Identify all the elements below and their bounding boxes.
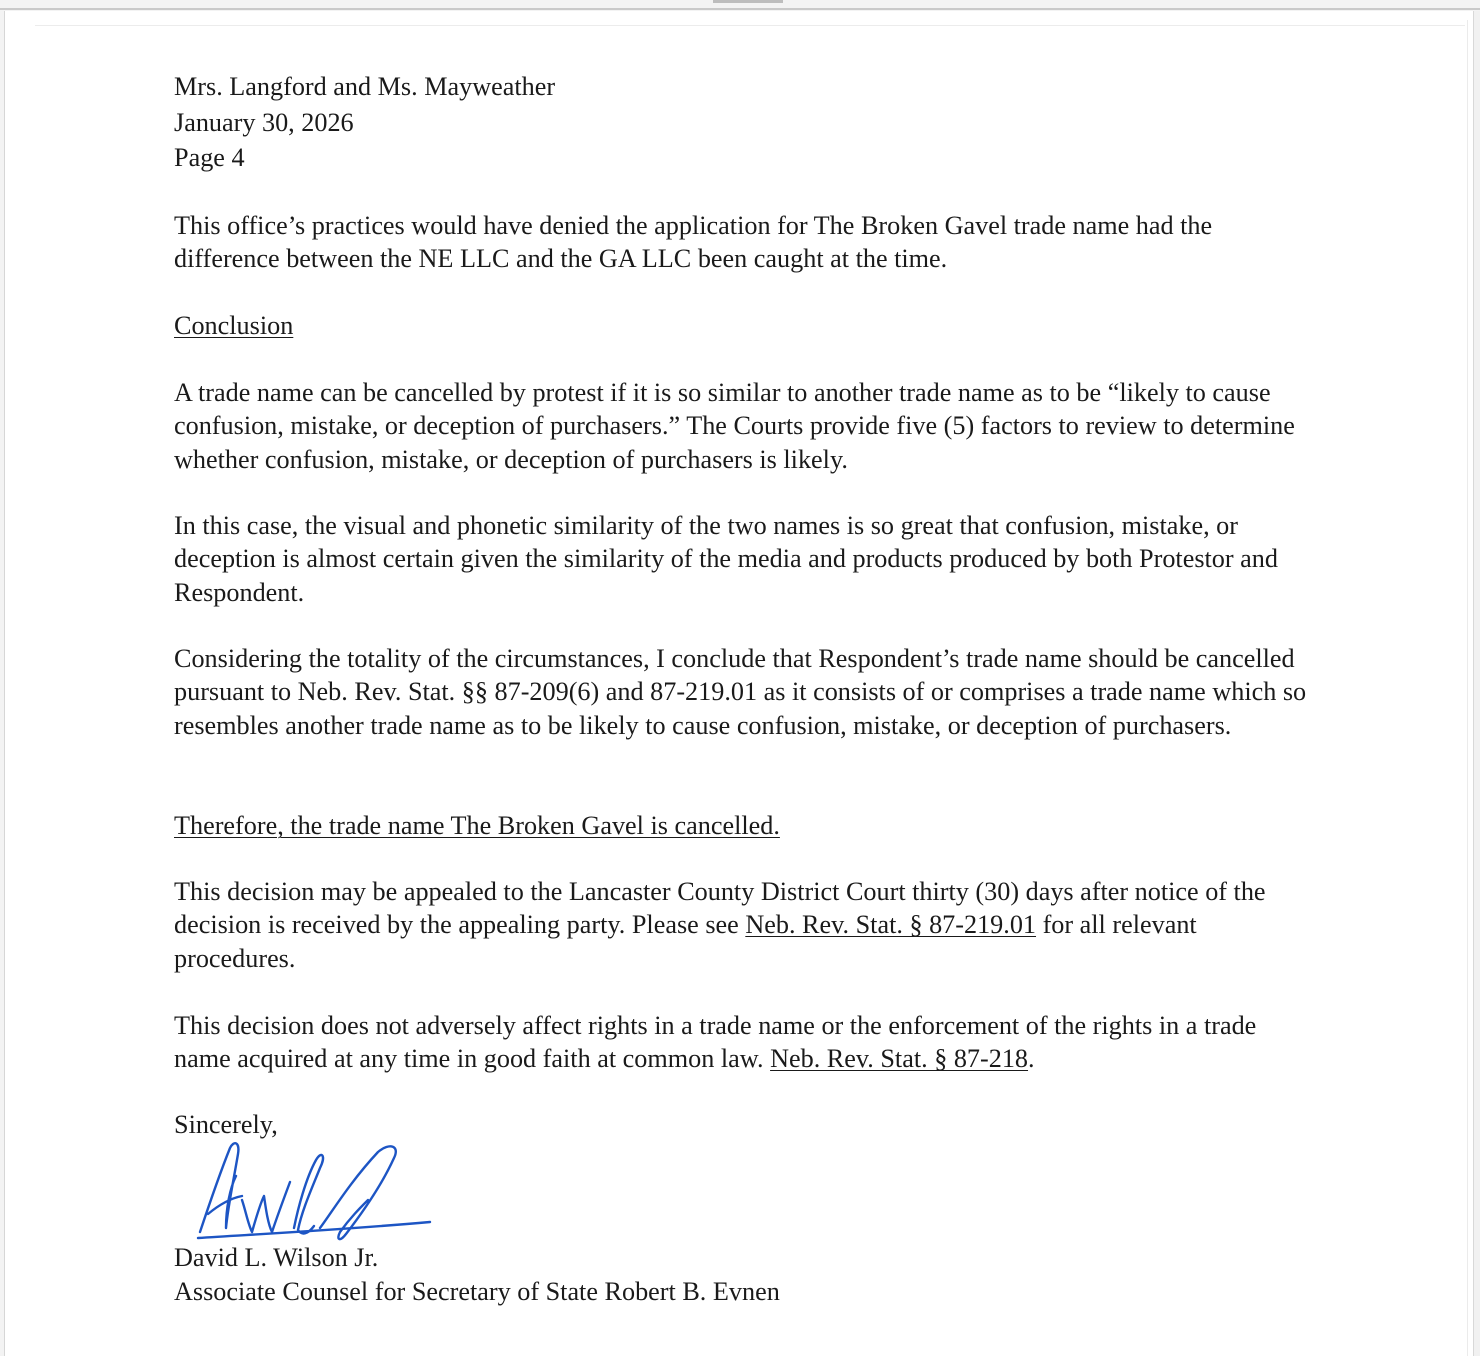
common-law-text-end: . xyxy=(1028,1044,1035,1074)
citation-87-219-01: Neb. Rev. Stat. § 87-219.01 xyxy=(745,910,1037,940)
signer-name: David L. Wilson Jr. xyxy=(174,1243,379,1272)
conclusion-heading: Conclusion xyxy=(174,311,294,340)
appeal-text-end: for all relevant procedures. xyxy=(174,910,1197,973)
addressees: Mrs. Langford and Ms. Mayweather xyxy=(174,72,556,101)
page-edge-line xyxy=(1467,20,1468,1356)
letter-date: January 30, 2026 xyxy=(174,107,354,137)
paragraph-totality: Considering the totality of the circumstances, I conclude that Respondent’s trade name should be cancelled pursuant to Neb. Rev. Stat. §§ 87-209(6) and 87-219.01 as it consists of or comprises a trade name which so resembles another trade name as to be likely to cause confusion, mistake, or deception of purchasers. xyxy=(174,644,1307,740)
closing-salutation: Sincerely, xyxy=(174,1110,278,1139)
handwritten-signature-icon xyxy=(190,1138,440,1248)
paragraph-protest-standard: A trade name can be cancelled by protest if it is so similar to another trade name as to be “likely to cause confusion, mistake, or deception of purchasers.” The Courts provide five (5) factors to review to determine whether confusion, mistake, or deception of purchasers is likely. xyxy=(174,378,1295,474)
page-tab-indicator xyxy=(713,0,783,3)
citation-87-218: Neb. Rev. Stat. § 87-218 xyxy=(770,1044,1029,1074)
signer-title: Associate Counsel for Secretary of State Robert B. Evnen xyxy=(174,1277,780,1306)
paragraph-similarity: In this case, the visual and phonetic similarity of the two names is so great that confusion, mistake, or deception is almost certain given the similarity of the media and products produced by both Protestor and Respondent. xyxy=(174,511,1278,607)
letter-header xyxy=(174,69,1314,176)
paragraph-appeal xyxy=(174,875,1314,975)
paragraph-common-law xyxy=(174,1009,1314,1076)
common-law-text: This decision does not adversely affect rights in a trade name or the enforcement of the rights in a trade name acquired at any time in good faith at common law. xyxy=(174,1011,1257,1074)
page-number: Page 4 xyxy=(174,143,245,172)
decision-statement: Therefore, the trade name The Broken Gavel is cancelled. xyxy=(174,811,780,840)
paragraph-practices: This office’s practices would have denied the application for The Broken Gavel trade name had the difference between the NE LLC and the GA LLC been caught at the time. xyxy=(174,211,1213,274)
vertical-scrollbar[interactable] xyxy=(1473,11,1480,1356)
appeal-text: This decision may be appealed to the Lancaster County District Court thirty (30) days after notice of the decision is received by the appealing party. Please see xyxy=(174,877,1266,940)
toolbar-divider xyxy=(0,8,1480,10)
page-header-rule xyxy=(35,25,1465,26)
